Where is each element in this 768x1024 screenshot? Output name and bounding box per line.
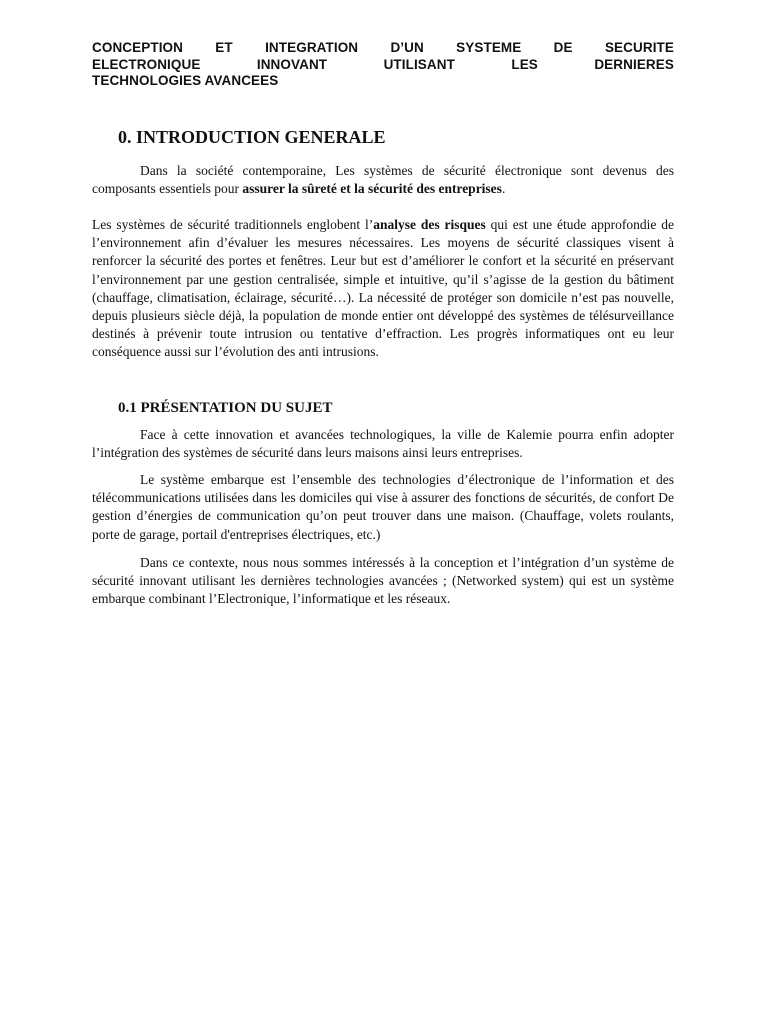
paragraph-bold-text: assurer la sûreté et la sécurité des entreprises [242,181,502,197]
document-title-line: ELECTRONIQUE INNOVANT UTILISANT LES DERNIERES [92,56,674,72]
paragraph-sujet-1: Face à cette innovation et avancées technologiques, la ville de Kalemie pourra enfin adopter l’intégration des systèmes de sécurité dans leurs maisons ainsi leurs entreprises. [92,427,674,461]
heading-presentation-du-sujet: 0.1 PRÉSENTATION DU SUJET [118,400,333,416]
paragraph-text: Les systèmes de sécurité traditionnels englobent l’ [92,217,374,232]
document-title [92,40,674,90]
document-page [92,40,674,607]
paragraph-sujet-2: Le système embarque est l’ensemble des technologies d’électronique de l’information et des télécommunications utilisées dans les domiciles qui vise à assurer des fonctions de sécurités, de confort De gestion d’énergies de communication qu’on peut trouver dans une maison. (Chauffage, volets roulants, porte de garage, portail d'entreprises électriques, etc.) [92,472,674,542]
document-title-line: TECHNOLOGIES AVANCEES [92,73,279,88]
document-title-line: CONCEPTION ET INTEGRATION D’UN SYSTEME DE SECURITE [92,40,674,55]
paragraph-intro-1 [92,162,674,198]
paragraph-intro-2 [92,216,674,362]
paragraph-text: . [501,181,506,197]
paragraph-bold-text: analyse des risques [373,217,486,232]
paragraph-text: qui est une étude approfondie de l’environnement afin d’évaluer les mesures nécessaires. Les moyens de sécurité classiques visent à renforcer la sécurité des portes et fenêtres. Leur but est d’améliorer le confort et la sécurité en préservant l’environnement par une gestion centralisée, simple et intuitive, qu’il s’agisse de la gestion du bâtiment (chauffage, climatisation, éclairage, sécurité…). La nécessité de protéger son domicile n’est pas nouvelle, depuis plusieurs siècle déjà, la population de monde entier ont développé des systèmes de télésurveillance destinés à prévenir toute intrusion ou tentative d’effraction. Les progrès informatiques ont eu leur conséquence aussi sur l’évolution des anti intrusions. [92,217,674,360]
paragraph-sujet-3: Dans ce contexte, nous nous sommes intéressés à la conception et l’intégration d’un système de sécurité innovant utilisant les dernières technologies avancées ; (Networked system) qui est un système embarque combinant l’Electronique, l’informatique et les réseaux. [92,555,674,607]
heading-introduction-generale: 0. INTRODUCTION GENERALE [118,127,386,147]
paragraph-text: Dans la société contemporaine, Les systèmes de sécurité électronique sont devenus des composants essentiels pour [92,163,674,197]
